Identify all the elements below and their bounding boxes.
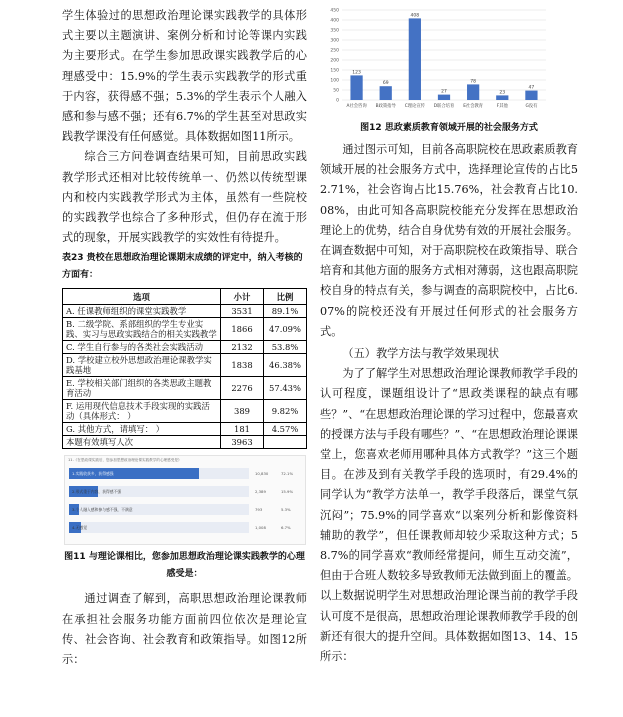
table-cell-count: 3963 [221, 436, 264, 449]
table-row [63, 436, 307, 449]
right-column [320, 0, 578, 667]
y-tick-label: 200 [330, 58, 339, 64]
table-cell-ratio: 46.38% [264, 354, 307, 377]
left-column [62, 0, 307, 670]
fig11-survey-chart [64, 455, 306, 545]
fig11-bars [69, 468, 301, 540]
bar [496, 95, 508, 100]
table-row [63, 354, 307, 377]
x-tick-label: C理论宣传 [404, 104, 425, 109]
fig11-bar-label: 2.形式重于内容，获得感不强 [72, 489, 122, 495]
bar [350, 75, 362, 100]
bar [467, 84, 479, 100]
fig11-bar-row [69, 522, 301, 533]
table-cell-count: 2276 [221, 377, 264, 400]
fig11-bar-count: 2,389 [255, 489, 266, 495]
left-paragraph-2: 综合三方问卷调查结果可知，目前思政实践教学形式还相对比较传统单一、仍然以传统型课内和校内实践教学形式为主体，虽然有一些院校的实践教学也综合了多种形式，但仍存在流于形式的现象，开展实践教学的实效性有待提升。 [62, 150, 307, 245]
table-cell-option: C. 学生自行参与的各类社会实践活动 [63, 341, 221, 354]
table-cell-ratio: 57.43% [264, 377, 307, 400]
table-row [63, 318, 307, 341]
fig11-bar-pct: 72.1% [281, 471, 294, 477]
fig11-bar-pct: 6.7% [281, 525, 291, 531]
data-label: 27 [441, 89, 447, 95]
table-cell-count: 1866 [221, 318, 264, 341]
x-tick-label: G没有 [525, 104, 538, 109]
table-row [63, 305, 307, 318]
bar [438, 95, 450, 100]
fig11-bar-row [69, 504, 301, 515]
fig11-caption: 图11 与理论课相比，您参加思想政治理论课实践教学的心理感受是： [64, 552, 305, 580]
fig12-chart [320, 4, 552, 116]
fig11-bar-label: 4.无感觉 [72, 525, 88, 531]
left-paragraph-1: 学生体验过的思想政治理论课实践教学的具体形式主要以主题演讲、案例分析和讨论等课内实践为主要形式。在学生参加思政课实践教学后的心理感受中：15.9%的学生表示实践教学的形式重于内容，获得感不强；5.3%的学生表示个人融入感和参与感不强；还有6.7%的学生甚至对思政实践教学课没有任何感觉。具体数据如图11所示。 [62, 9, 307, 144]
fig12-bar-chart-svg [320, 4, 552, 116]
bar [380, 86, 392, 100]
table-cell-option: G. 其他方式，请填写： ） [63, 423, 221, 436]
y-tick-label: 450 [330, 8, 339, 14]
left-paragraph-3: 通过调查了解到，高职思想政治理论课教师在承担社会服务功能方面前四位依次是理论宣传、社会咨询、社会教育和政策指导。如图12所示： [62, 592, 307, 667]
table-cell-ratio [264, 436, 307, 449]
x-tick-label: A社会咨询 [346, 104, 367, 109]
table-header-option: 选项 [63, 289, 221, 305]
table-row [63, 400, 307, 423]
table-cell-ratio: 89.1% [264, 305, 307, 318]
table-cell-option: B. 二级学院、系部组织的学生专业实践、实习与思政实践结合的相关实践教学 [63, 318, 221, 341]
table-header-row [63, 289, 307, 305]
table-cell-ratio: 4.57% [264, 423, 307, 436]
x-tick-label: D联合培育 [433, 104, 455, 109]
table-cell-ratio: 53.8% [264, 341, 307, 354]
table-row [63, 341, 307, 354]
table-row [63, 377, 307, 400]
y-tick-label: 350 [330, 28, 339, 34]
table-cell-count: 181 [221, 423, 264, 436]
fig11-bar-count: 1,008 [255, 525, 266, 531]
data-label: 408 [410, 13, 420, 19]
fig11-bar-pct: 5.3% [281, 507, 291, 513]
fig11-bar-row [69, 486, 301, 497]
section-heading-5: （五）教学方法与教学效果现状 [342, 347, 500, 361]
y-tick-label: 400 [330, 18, 339, 24]
fig11-bar-track [69, 522, 249, 533]
right-paragraph-1: 通过图示可知，目前各高职院校在思政素质教育领域开展的社会服务方式中，选择理论宣传的占比52.71%，社会咨询占比15.76%，社会教育占比10.08%，由此可知各高职院校能充分发挥在思想政治理论上的优势，结合自身优势有效的开展社会服务。在调查数据中可知，对于高职院校在政策指导、联合培育和其他方面的服务方式相对薄弱，这也跟高职院校自身的特点有关，参与调查的高职院校中，占比6.07%的院校还没有开展过任何形式的社会服务方式。 [320, 143, 578, 338]
fig11-chart-title: 11.《在思政课实践后，您参加思想政治理论课实践教学的心理感受是》 [68, 458, 182, 463]
table-cell-count: 389 [221, 400, 264, 423]
table-cell-count: 3531 [221, 305, 264, 318]
table-header-ratio: 比例 [264, 289, 307, 305]
table-23-caption: 表23 贵校在思想政治理论课期末成绩的评定中，纳入考核的方面有： [62, 253, 303, 281]
y-tick-label: 100 [330, 78, 339, 84]
table-cell-option: E. 学校相关部门组织的各类思政主题教育活动 [63, 377, 221, 400]
fig11-bar-pct: 15.9% [281, 489, 294, 495]
table-cell-option: 本题有效填写人次 [63, 436, 221, 449]
bar [525, 91, 537, 100]
data-label: 78 [470, 79, 477, 85]
fig11-bar-label: 3.个人融入感和参与感不强，不满意 [72, 507, 133, 513]
x-tick-label: B政策指导 [375, 104, 396, 109]
y-tick-label: 0 [336, 98, 339, 104]
x-tick-label: F其他 [496, 104, 508, 109]
table-cell-count: 1838 [221, 354, 264, 377]
bar [409, 18, 421, 100]
table-cell-option: A. 任课教师组织的课堂实践教学 [63, 305, 221, 318]
table-row [63, 423, 307, 436]
y-tick-label: 250 [330, 48, 339, 54]
table-cell-ratio: 47.09% [264, 318, 307, 341]
fig11-bar-row [69, 468, 301, 479]
table-23 [62, 288, 307, 449]
y-tick-label: 50 [333, 88, 339, 94]
y-tick-label: 150 [330, 68, 339, 74]
fig11-bar-count: 793 [255, 507, 263, 513]
table-cell-option: D. 学校建立校外思想政治理论课教学实践基地 [63, 354, 221, 377]
fig12-caption: 图12 思政素质教育领域开展的社会服务方式 [360, 123, 538, 133]
data-label: 69 [382, 81, 389, 87]
fig11-bar-label: 1.实践收获多，获得感强 [72, 471, 114, 477]
y-tick-label: 300 [330, 38, 339, 44]
table-header-count: 小计 [221, 289, 264, 305]
table-cell-option: F. 运用现代信息技术手段实现的实践活动（具体形式： ） [63, 400, 221, 423]
table-cell-ratio: 9.82% [264, 400, 307, 423]
fig11-bar-count: 10,830 [255, 471, 269, 477]
data-label: 23 [499, 90, 506, 96]
table-cell-count: 2132 [221, 341, 264, 354]
data-label: 123 [352, 70, 361, 76]
right-paragraph-2: 为了了解学生对思想政治理论课教师教学手段的认可程度，课题组设计了“思政类课程的缺点有哪些？”、“在思想政治理论课的学习过程中，您最喜欢的授课方法与手段有哪些？”、“在思想政治理论课课堂上，您喜欢老师用哪种具体方式教学？”这三个题目。在涉及到有关教学手段的选项时，有29.4%的同学认为“教学方法单一，教学手段落后，课堂气氛沉闷”；75.9%的同学喜欢“以案列分析和影像资料辅助的教学”，但任课教师却较少采取这种方式；58.7%的同学喜欢“教师经常提问，师生互动交流”，但由于合班人数较多导致教师无法做到面上的覆盖。以上数据说明学生对思想政治理论课当前的教学手段认可度不是很高，思想政治理论课教师教学手段的创新还有很大的提升空间。具体数据如图13、14、15所示： [320, 367, 578, 664]
data-label: 47 [528, 85, 535, 91]
x-tick-label: E社会教育 [463, 104, 484, 109]
